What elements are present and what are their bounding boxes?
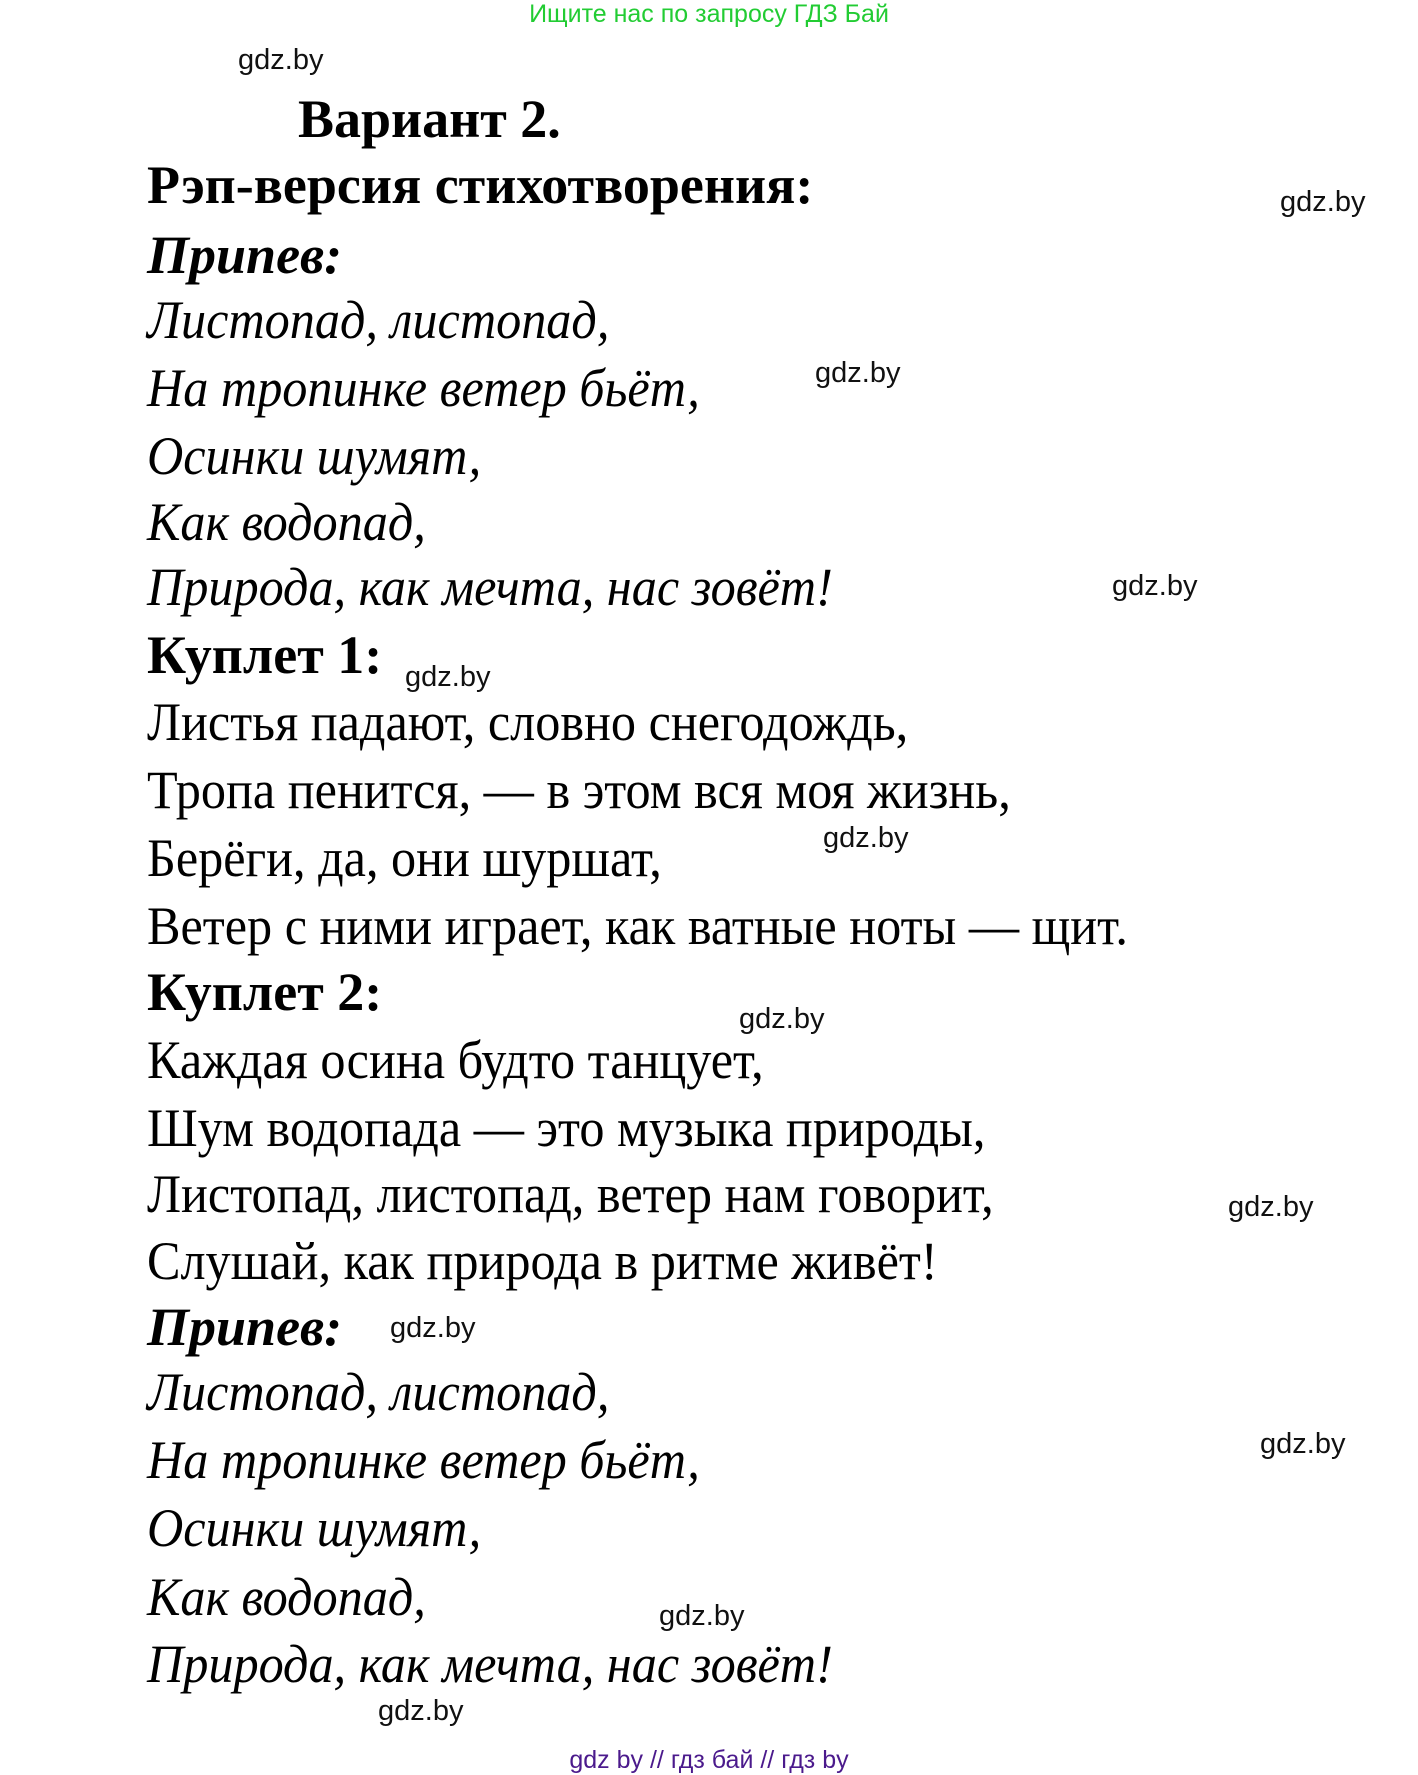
verse-line: Листопад, листопад, ветер нам говорит, xyxy=(147,1164,994,1224)
section-heading: Припев: xyxy=(147,225,343,285)
verse-line: Шум водопада — это музыка природы, xyxy=(147,1098,986,1158)
watermark: gdz.by xyxy=(659,1600,745,1632)
watermark: gdz.by xyxy=(815,357,901,389)
verse-line: На тропинке ветер бьёт, xyxy=(147,1430,700,1490)
watermark: gdz.by xyxy=(378,1695,464,1727)
verse-line: Листопад, листопад, xyxy=(147,290,610,350)
verse-line: Листья падают, словно снегодождь, xyxy=(147,692,909,752)
verse-line: Берёги, да, они шуршат, xyxy=(147,828,662,888)
watermark: gdz.by xyxy=(1280,186,1366,218)
search-banner: Ищите нас по запросу ГДЗ Бай xyxy=(529,0,889,28)
section-heading: Припев: xyxy=(147,1297,343,1357)
footer-links: gdz by // гдз бай // гдз by xyxy=(569,1746,849,1774)
section-heading: Куплет 2: xyxy=(147,962,383,1022)
verse-line: Листопад, листопад, xyxy=(147,1362,610,1422)
watermark: gdz.by xyxy=(1260,1428,1346,1460)
verse-line: Ветер с ними играет, как ватные ноты — щит. xyxy=(147,896,1128,956)
verse-line: Каждая осина будто танцует, xyxy=(147,1030,764,1090)
verse-line: Слушай, как природа в ритме живёт! xyxy=(147,1231,938,1291)
watermark: gdz.by xyxy=(405,661,491,693)
verse-line: Осинки шумят, xyxy=(147,426,482,486)
verse-line: Природа, как мечта, нас зовёт! xyxy=(147,557,833,617)
verse-line: На тропинке ветер бьёт, xyxy=(147,358,700,418)
verse-line: Как водопад, xyxy=(147,492,426,552)
verse-line: Тропа пенится, — в этом вся моя жизнь, xyxy=(147,760,1011,820)
watermark: gdz.by xyxy=(739,1003,825,1035)
verse-line: Природа, как мечта, нас зовёт! xyxy=(147,1634,833,1694)
watermark: gdz.by xyxy=(823,822,909,854)
watermark: gdz.by xyxy=(1228,1191,1314,1223)
section-heading: Куплет 1: xyxy=(147,625,383,685)
watermark: gdz.by xyxy=(238,44,324,76)
watermark: gdz.by xyxy=(390,1312,476,1344)
page-title: Вариант 2. xyxy=(298,89,561,149)
verse-line: Осинки шумят, xyxy=(147,1498,482,1558)
watermark: gdz.by xyxy=(1112,570,1198,602)
verse-line: Как водопад, xyxy=(147,1567,426,1627)
page-subtitle: Рэп-версия стихотворения: xyxy=(147,155,814,215)
